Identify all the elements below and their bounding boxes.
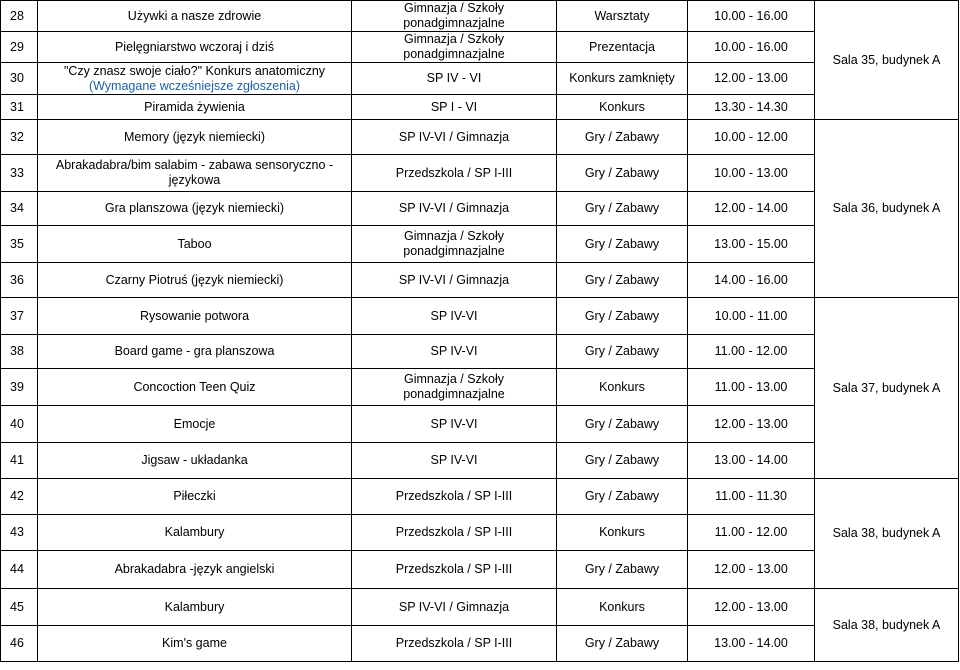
event-time: 10.00 - 13.00 xyxy=(688,155,815,192)
row-number: 38 xyxy=(1,335,38,369)
event-title: Gra planszowa (język niemiecki) xyxy=(38,192,352,226)
event-form: Konkurs xyxy=(557,515,688,551)
room-cell: Sala 36, budynek A xyxy=(815,120,959,298)
event-title: Piłeczki xyxy=(38,479,352,515)
room-cell: Sala 38, budynek A xyxy=(815,589,959,662)
event-title: Rysowanie potwora xyxy=(38,298,352,335)
event-title: Taboo xyxy=(38,226,352,263)
event-title: Kim's game xyxy=(38,626,352,662)
audience-level: SP IV-VI / Gimnazja xyxy=(352,589,557,626)
event-form: Konkurs zamknięty xyxy=(557,63,688,95)
audience-level: SP I - VI xyxy=(352,95,557,120)
event-title: Concoction Teen Quiz xyxy=(38,369,352,406)
event-form: Gry / Zabawy xyxy=(557,335,688,369)
row-number: 41 xyxy=(1,443,38,479)
event-form: Gry / Zabawy xyxy=(557,479,688,515)
audience-level: Przedszkola / SP I-III xyxy=(352,515,557,551)
row-number: 36 xyxy=(1,263,38,298)
event-time: 11.00 - 12.00 xyxy=(688,335,815,369)
row-number: 28 xyxy=(1,1,38,32)
audience-level: SP IV-VI / Gimnazja xyxy=(352,192,557,226)
event-time: 11.00 - 13.00 xyxy=(688,369,815,406)
audience-level: SP IV-VI xyxy=(352,298,557,335)
audience-level: SP IV-VI xyxy=(352,335,557,369)
event-title: "Czy znasz swoje ciało?" Konkurs anatomiczny xyxy=(63,63,326,78)
row-number: 44 xyxy=(1,551,38,589)
event-time: 13.30 - 14.30 xyxy=(688,95,815,120)
event-form: Gry / Zabawy xyxy=(557,226,688,263)
event-title: Piramida żywienia xyxy=(38,95,352,120)
event-title: Abrakadabra -język angielski xyxy=(38,551,352,589)
event-title: Board game - gra planszowa xyxy=(38,335,352,369)
room-cell: Sala 37, budynek A xyxy=(815,298,959,479)
event-time: 14.00 - 16.00 xyxy=(688,263,815,298)
event-time: 10.00 - 11.00 xyxy=(688,298,815,335)
audience-level: Gimnazja / Szkoły ponadgimnazjalne xyxy=(352,369,557,406)
event-time: 12.00 - 13.00 xyxy=(688,406,815,443)
row-number: 40 xyxy=(1,406,38,443)
event-form: Gry / Zabawy xyxy=(557,298,688,335)
event-form: Gry / Zabawy xyxy=(557,551,688,589)
audience-level: SP IV - VI xyxy=(352,63,557,95)
table-row xyxy=(1,120,959,155)
event-title: Pielęgniarstwo wczoraj i dziś xyxy=(38,32,352,63)
audience-level: Gimnazja / Szkoły ponadgimnazjalne xyxy=(352,226,557,263)
event-form: Prezentacja xyxy=(557,32,688,63)
audience-level: SP IV-VI / Gimnazja xyxy=(352,120,557,155)
event-title: Abrakadabra/bim salabim - zabawa sensoryczno - językowa xyxy=(38,155,352,192)
row-number: 32 xyxy=(1,120,38,155)
audience-level: SP IV-VI xyxy=(352,406,557,443)
room-cell: Sala 38, budynek A xyxy=(815,479,959,589)
row-number: 35 xyxy=(1,226,38,263)
audience-level: SP IV-VI / Gimnazja xyxy=(352,263,557,298)
audience-level: Przedszkola / SP I-III xyxy=(352,626,557,662)
table-row xyxy=(1,1,959,32)
event-time: 13.00 - 15.00 xyxy=(688,226,815,263)
row-number: 45 xyxy=(1,589,38,626)
event-title: Jigsaw - układanka xyxy=(38,443,352,479)
event-form: Gry / Zabawy xyxy=(557,192,688,226)
audience-level: Przedszkola / SP I-III xyxy=(352,155,557,192)
table-row xyxy=(1,479,959,515)
audience-level: SP IV-VI xyxy=(352,443,557,479)
event-time: 10.00 - 12.00 xyxy=(688,120,815,155)
event-form: Gry / Zabawy xyxy=(557,406,688,443)
audience-level: Przedszkola / SP I-III xyxy=(352,551,557,589)
event-time: 12.00 - 13.00 xyxy=(688,63,815,95)
table-row xyxy=(1,589,959,626)
event-title: Memory (język niemiecki) xyxy=(38,120,352,155)
row-number: 34 xyxy=(1,192,38,226)
room-cell: Sala 35, budynek A xyxy=(815,1,959,120)
event-time: 13.00 - 14.00 xyxy=(688,626,815,662)
row-number: 29 xyxy=(1,32,38,63)
event-form: Gry / Zabawy xyxy=(557,155,688,192)
event-form: Gry / Zabawy xyxy=(557,626,688,662)
row-number: 39 xyxy=(1,369,38,406)
row-number: 33 xyxy=(1,155,38,192)
event-time: 13.00 - 14.00 xyxy=(688,443,815,479)
row-number: 46 xyxy=(1,626,38,662)
event-time: 12.00 - 14.00 xyxy=(688,192,815,226)
event-title-cell xyxy=(38,63,352,95)
event-form: Konkurs xyxy=(557,369,688,406)
event-time: 11.00 - 12.00 xyxy=(688,515,815,551)
event-form: Konkurs xyxy=(557,589,688,626)
event-title: Używki a nasze zdrowie xyxy=(38,1,352,32)
event-time: 10.00 - 16.00 xyxy=(688,32,815,63)
audience-level: Gimnazja / Szkoły ponadgimnazjalne xyxy=(352,1,557,32)
event-time: 12.00 - 13.00 xyxy=(688,551,815,589)
audience-level: Gimnazja / Szkoły ponadgimnazjalne xyxy=(352,32,557,63)
event-title: Kalambury xyxy=(38,589,352,626)
event-form: Gry / Zabawy xyxy=(557,263,688,298)
event-title: Emocje xyxy=(38,406,352,443)
table-row xyxy=(1,298,959,335)
row-number: 31 xyxy=(1,95,38,120)
event-time: 10.00 - 16.00 xyxy=(688,1,815,32)
audience-level: Przedszkola / SP I-III xyxy=(352,479,557,515)
event-title-note: (Wymagane wcześniejsze zgłoszenia) xyxy=(88,78,301,93)
event-form: Warsztaty xyxy=(557,1,688,32)
row-number: 43 xyxy=(1,515,38,551)
event-time: 11.00 - 11.30 xyxy=(688,479,815,515)
event-title: Kalambury xyxy=(38,515,352,551)
event-form: Gry / Zabawy xyxy=(557,443,688,479)
row-number: 42 xyxy=(1,479,38,515)
row-number: 37 xyxy=(1,298,38,335)
event-form: Gry / Zabawy xyxy=(557,120,688,155)
row-number: 30 xyxy=(1,63,38,95)
event-title: Czarny Piotruś (język niemiecki) xyxy=(38,263,352,298)
event-time: 12.00 - 13.00 xyxy=(688,589,815,626)
event-form: Konkurs xyxy=(557,95,688,120)
